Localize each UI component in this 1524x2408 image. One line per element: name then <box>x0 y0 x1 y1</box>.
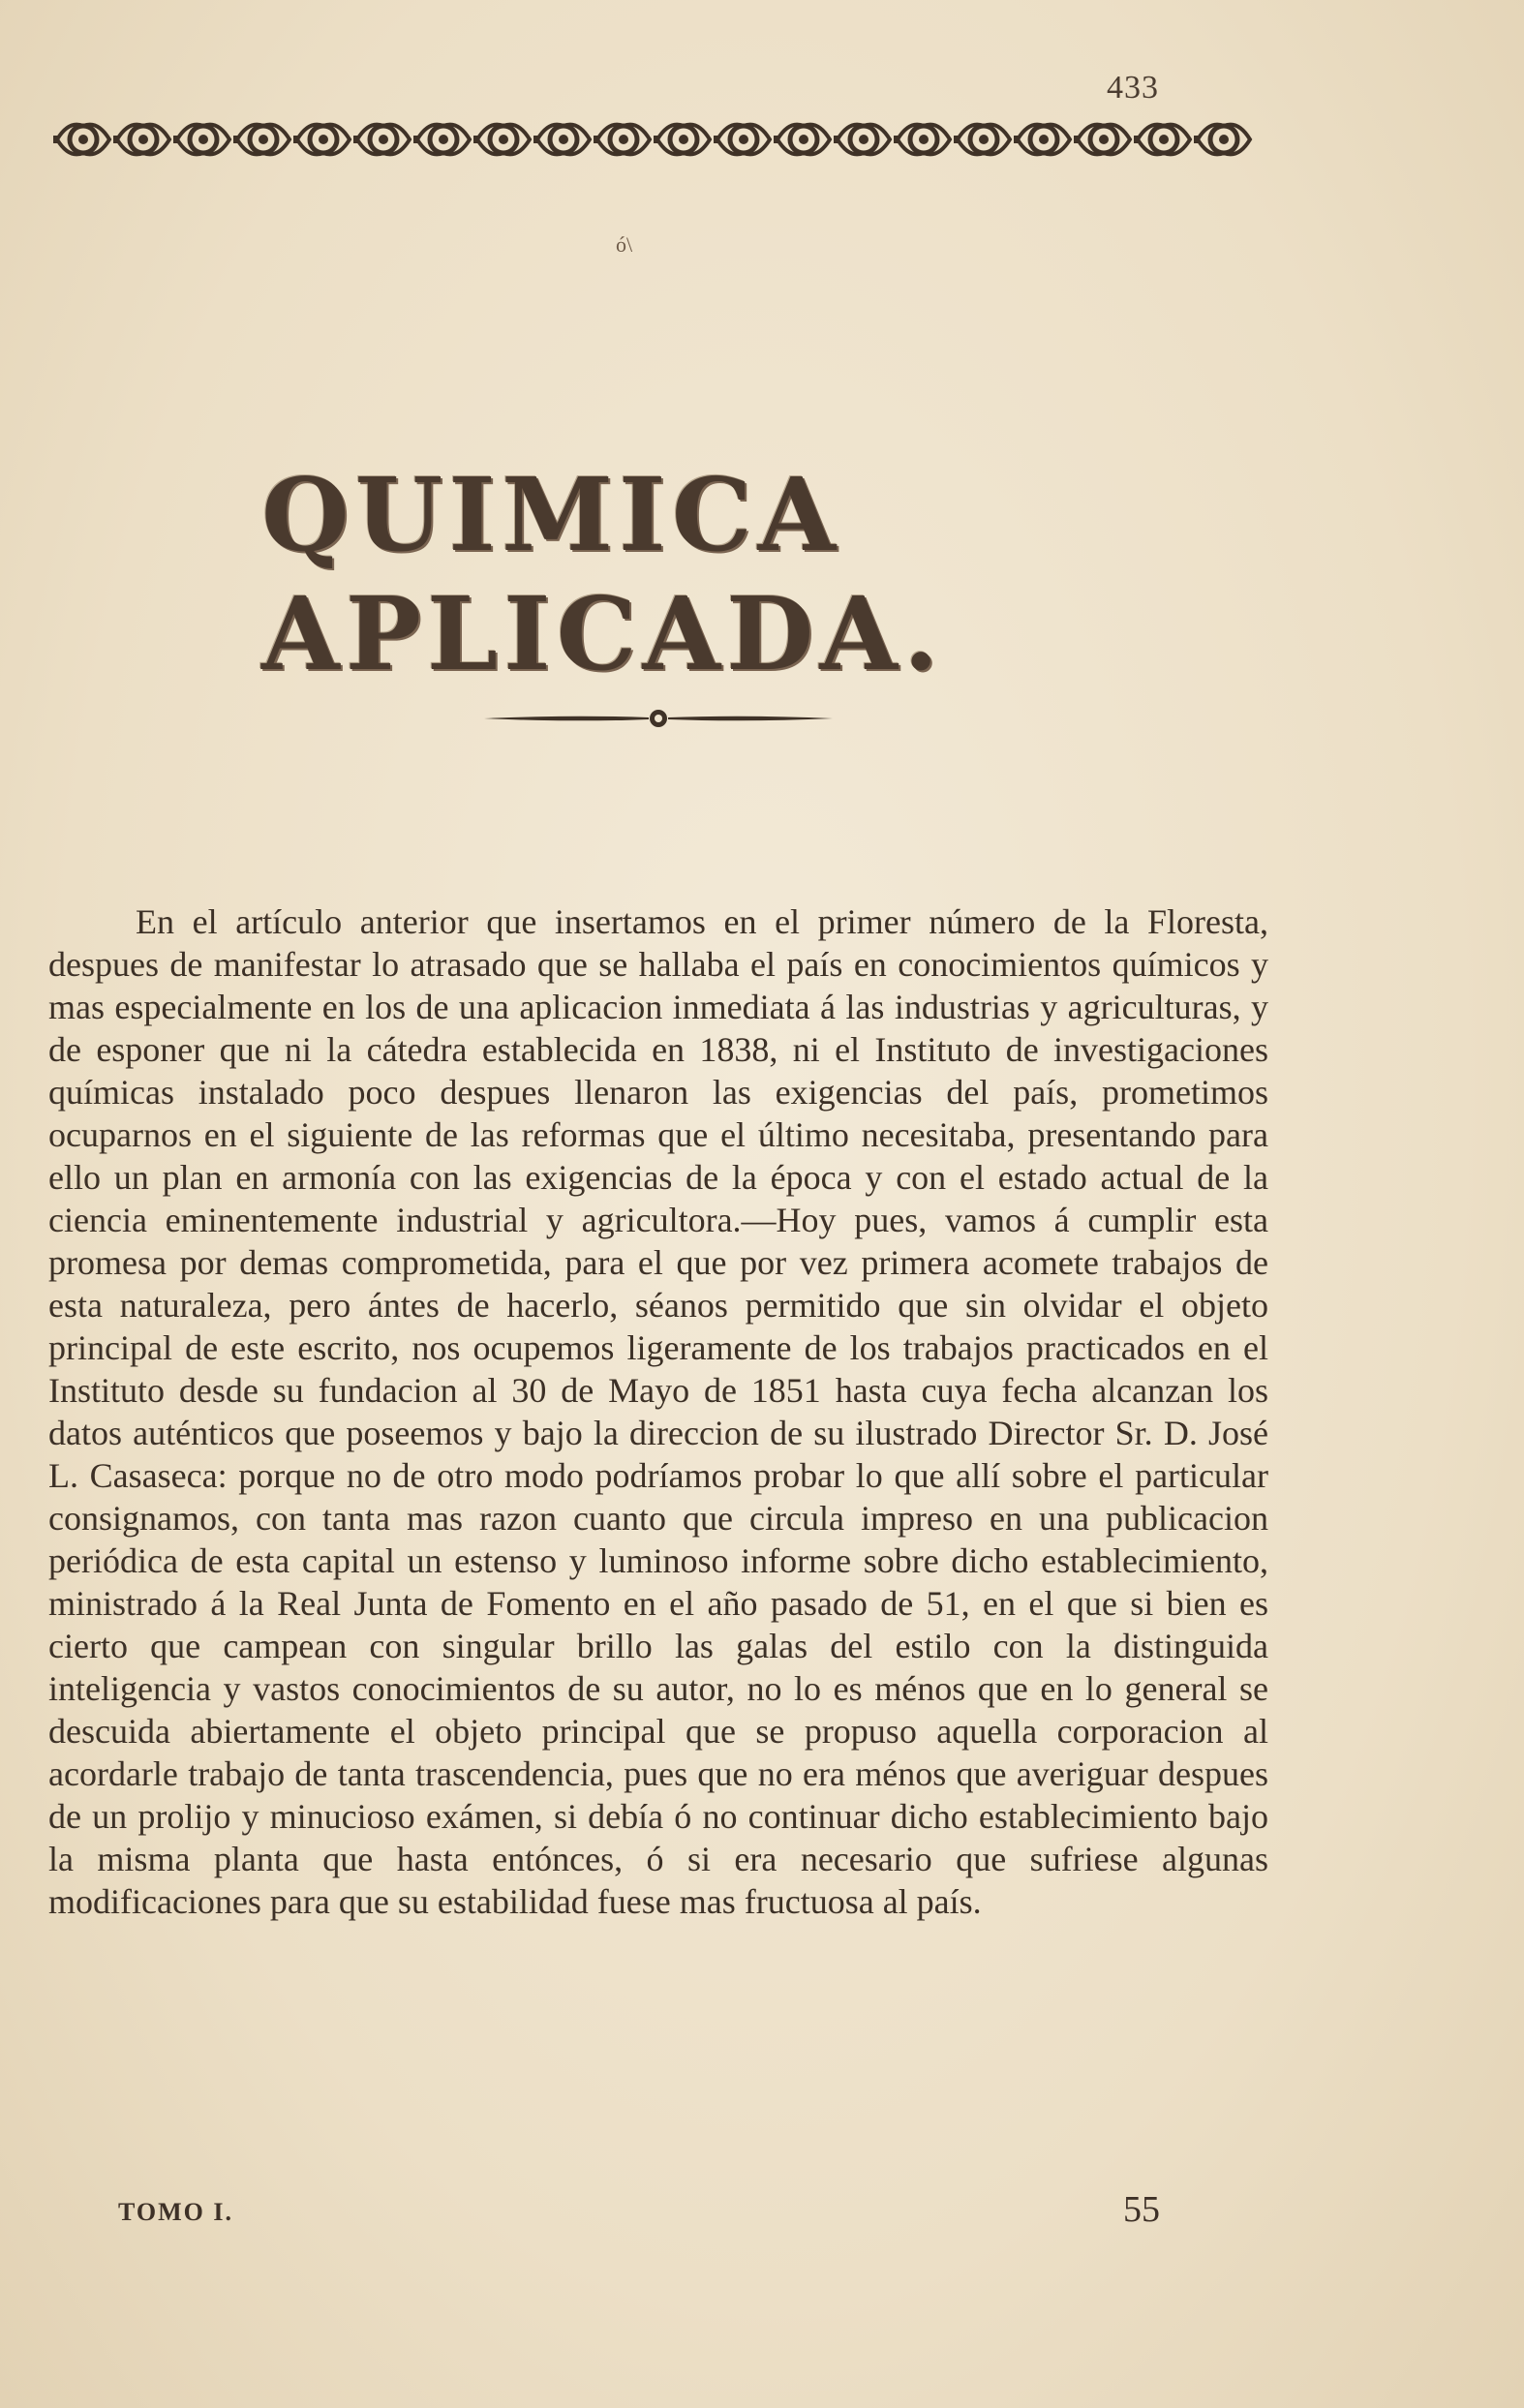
signature-number: 55 <box>1123 2189 1160 2230</box>
volume-label: TOMO I. <box>118 2198 233 2226</box>
article-paragraph: En el artículo anterior que insertamos en el primer número de la Floresta, despues de manifestar lo atrasado que se hallaba el país en conocimientos químicos y mas especialmente en los de una aplicacion inmediata á las industrias y agriculturas, y de esponer que ni la cátedra establecida en 1838, ni el Instituto de investigaciones químicas instalado poco despues llenaron las exigencias del país, prometimos ocuparnos en el siguiente de las reformas que el último necesitaba, presentando para ello un plan en armonía con las exigencias de la época y con el estado actual de la ciencia eminentemente industrial y agricultora.—Hoy pues, vamos á cumplir esta promesa por demas comprometida, para el que por vez primera acomete trabajos de esta naturaleza, pero ántes de hacerlo, séanos permitido que sin olvidar el objeto principal de este escrito, nos ocupemos ligeramente de los trabajos practicados en el Instituto desde su fundacion al 30 de Mayo de 1851 hasta cuya fecha alcanzan los datos auténticos que poseemos y bajo la direccion de su ilustrado Director Sr. D. José L. Casaseca: porque no de otro modo podríamos probar lo que allí sobre el particular consignamos, con tanta mas razon cuanto que circula impreso en una publicacion periódica de esta capital un estenso y luminoso informe sobre dicho establecimiento, ministrado á la Real Junta de Fomento en el año pasado de 51, en el que si bien es cierto que campean con singular brillo las galas del estilo con la distinguida inteligencia y vastos conocimientos de su autor, no lo es ménos que en lo general se descuida abiertamente el objeto principal que se propuso aquella corporacion al acordarle trabajo de tanta trascendencia, pues que no era ménos que averiguar despues de un prolijo y minucioso exámen, si debía ó no continuar dicho establecimiento bajo la misma planta que hasta entónces, ó si era necesario que sufriese algunas modificaciones para que su estabilidad fuese mas fructuosa al país. <box>48 902 1268 1921</box>
article-body <box>48 900 1268 1923</box>
small-mark: ó\ <box>616 232 633 257</box>
ornamental-rule-icon <box>484 707 833 730</box>
page-number: 433 <box>1107 70 1159 106</box>
page-title: QUIMICA APLICADA. <box>261 455 945 693</box>
floral-ornament-border-icon <box>53 114 1254 165</box>
